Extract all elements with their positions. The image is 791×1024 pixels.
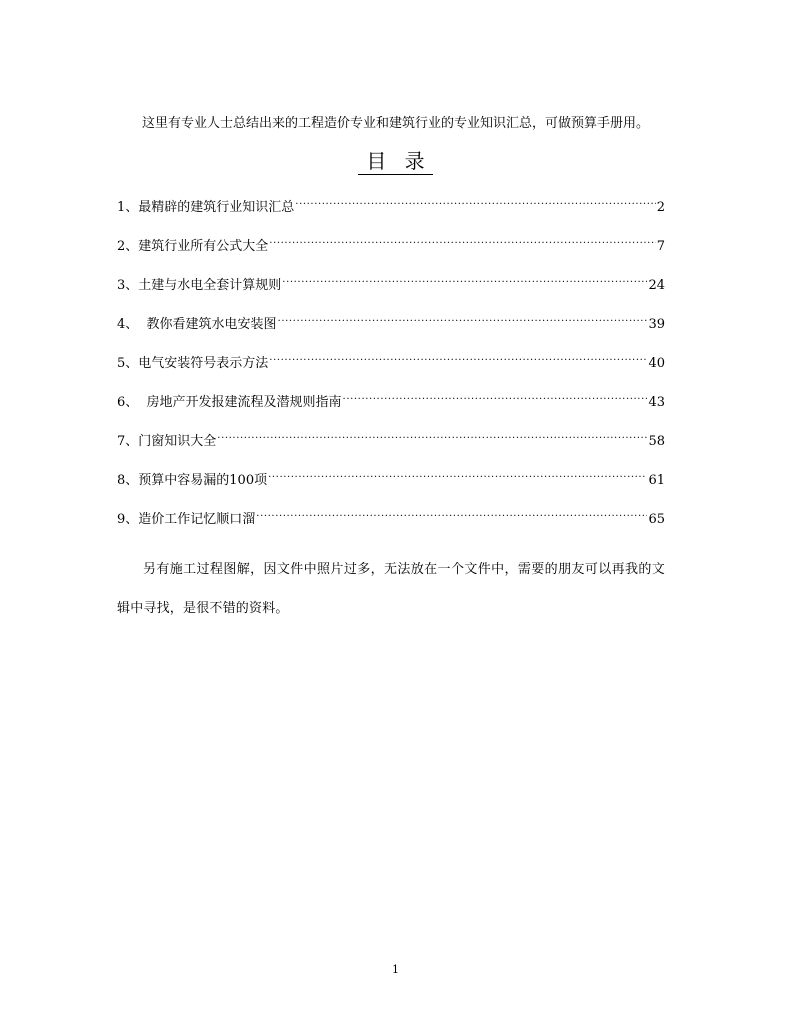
toc-item-6[interactable]: [117, 388, 665, 427]
toc-item-page: 58: [648, 434, 665, 449]
toc-leader-dots: [269, 349, 647, 367]
body-paragraph: 另有施工过程图解，因文件中照片过多，无法放在一个文件中，需要的朋友可以再我的文辑中寻找，是很不错的资料。: [117, 562, 665, 616]
toc-item-number: 4、: [117, 317, 139, 332]
toc-leader-dots: [269, 232, 655, 250]
table-of-contents: [117, 193, 665, 544]
toc-item-page: 7: [656, 239, 665, 254]
intro-text: 这里有专业人士总结出来的工程造价专业和建筑行业的专业知识汇总，可做预算手册用。: [141, 116, 649, 131]
toc-title: [0, 148, 791, 174]
toc-item-title: 教你看建筑水电安装图: [138, 317, 277, 332]
toc-item-number: 5、: [117, 356, 139, 371]
toc-item-page: 61: [648, 473, 665, 488]
toc-item-page: 39: [648, 317, 665, 332]
toc-item-title: 电气安装符号表示方法: [138, 356, 269, 371]
toc-leader-dots: [256, 505, 647, 523]
toc-item-3[interactable]: [117, 271, 665, 310]
toc-item-title: 建筑行业所有公式大全: [138, 239, 269, 254]
toc-item-page: 24: [648, 278, 665, 293]
toc-item-title: 土建与水电全套计算规则: [138, 278, 282, 293]
toc-leader-dots: [282, 271, 647, 289]
toc-item-title: 最精辟的建筑行业知识汇总: [138, 200, 295, 215]
toc-item-title: 预算中容易漏的100项: [138, 473, 268, 488]
toc-item-number: 7、: [117, 434, 139, 449]
toc-item-8[interactable]: [117, 466, 665, 505]
toc-item-page: 65: [648, 512, 665, 527]
toc-item-number: 8、: [117, 473, 139, 488]
toc-item-1[interactable]: [117, 193, 665, 232]
toc-item-page: 2: [656, 200, 665, 215]
toc-leader-dots: [217, 427, 647, 445]
toc-item-number: 2、: [117, 239, 139, 254]
toc-item-9[interactable]: [117, 505, 665, 544]
toc-item-title: 造价工作记忆顺口溜: [138, 512, 256, 527]
toc-item-title: 房地产开发报建流程及潜规则指南: [138, 395, 342, 410]
toc-item-2[interactable]: [117, 232, 665, 271]
toc-item-7[interactable]: [117, 427, 665, 466]
toc-item-title: 门窗知识大全: [138, 434, 217, 449]
toc-leader-dots: [343, 388, 648, 406]
toc-item-page: 43: [648, 395, 665, 410]
toc-item-number: 1、: [117, 200, 139, 215]
toc-item-number: 3、: [117, 278, 139, 293]
toc-item-number: 6、: [117, 395, 139, 410]
toc-leader-dots: [278, 310, 648, 328]
toc-item-4[interactable]: [117, 310, 665, 349]
toc-item-number: 9、: [117, 512, 139, 527]
toc-title-text: 目 录: [358, 149, 432, 175]
page-number: 1: [392, 963, 399, 976]
toc-item-5[interactable]: [117, 349, 665, 388]
toc-leader-dots: [295, 193, 655, 211]
toc-item-page: 40: [648, 356, 665, 371]
toc-leader-dots: [268, 466, 647, 484]
